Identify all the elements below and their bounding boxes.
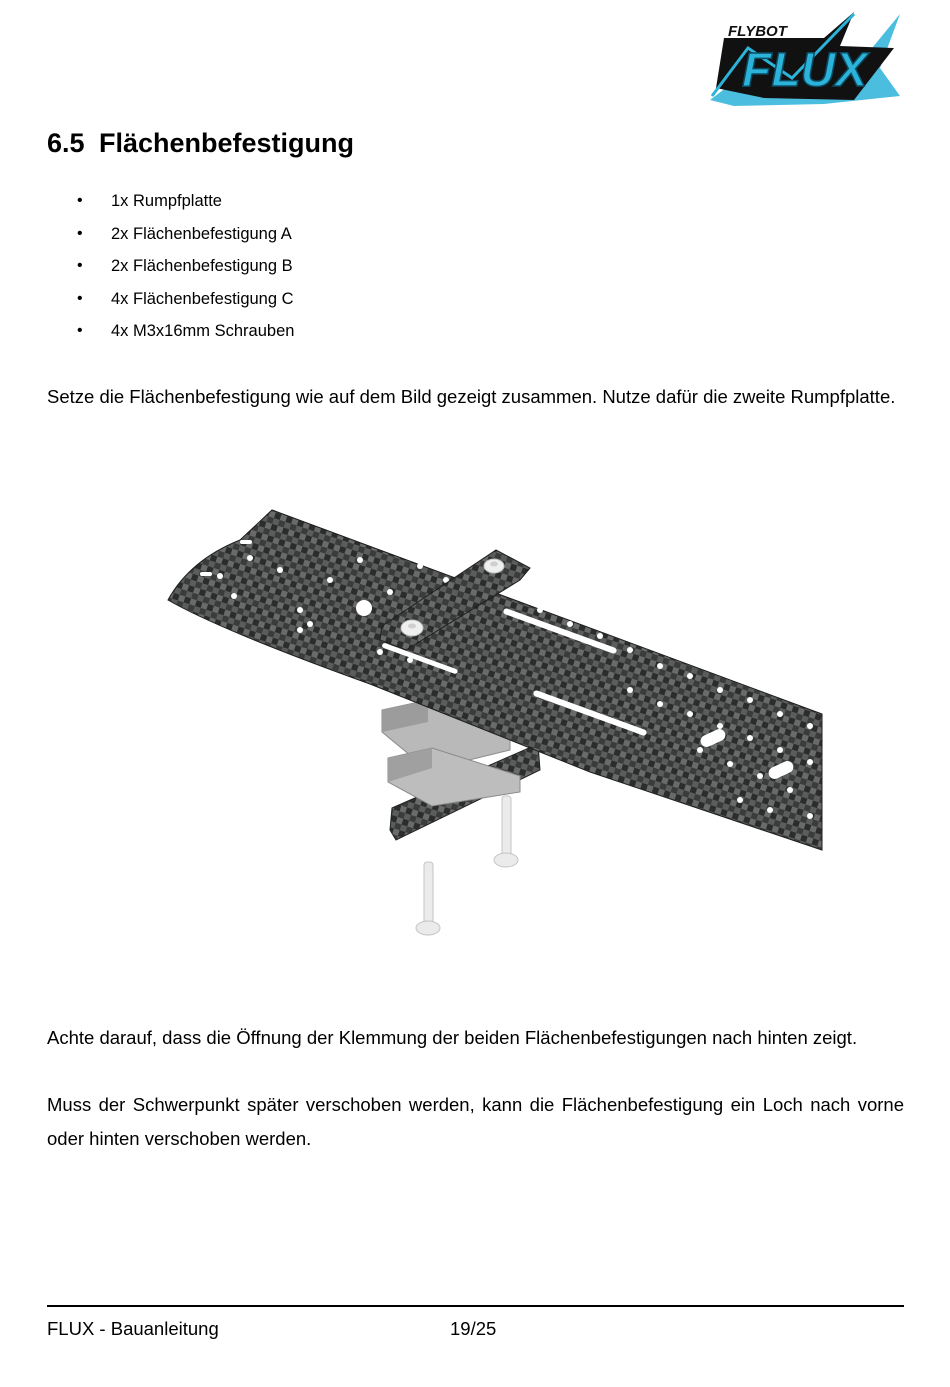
assembly-instruction-paragraph: Setze die Flächenbefestigung wie auf dem Bild gezeigt zusammen. Nutze dafür die zweite Rumpfplatte. [47,386,896,407]
parts-list-item: • 4x Flächenbefestigung C [47,284,294,317]
flybot-flux-logo [704,8,904,106]
parts-list-item: • 4x M3x16mm Schrauben [47,316,294,349]
parts-list-item: • 2x Flächenbefestigung B [47,251,294,284]
parts-list [47,186,294,349]
wing-mount-assembly-illustration [160,500,825,940]
parts-list-item: • 2x Flächenbefestigung A [47,219,294,252]
orientation-note-paragraph: Achte darauf, dass die Öffnung der Klemmung der beiden Flächenbefestigungen nach hinten zeigt. [47,1027,858,1048]
logo-flybot-text: FLYBOT [728,23,787,40]
section-heading [47,128,354,159]
parts-list-item: • 1x Rumpfplatte [47,186,294,219]
section-number: 6.5 [47,128,85,158]
center-of-gravity-note-paragraph: Muss der Schwerpunkt später verschoben werden, kann die Flächenbefestigung ein Loch nach vorne oder hinten verschoben werden. [47,1094,904,1149]
footer-page-number: 19/25 [450,1318,497,1339]
section-title: Flächenbefestigung [99,128,355,158]
footer-divider [47,1305,904,1307]
footer-document-title: FLUX - Bauanleitung [47,1318,219,1339]
logo-flux-text: FLUX [742,44,868,97]
